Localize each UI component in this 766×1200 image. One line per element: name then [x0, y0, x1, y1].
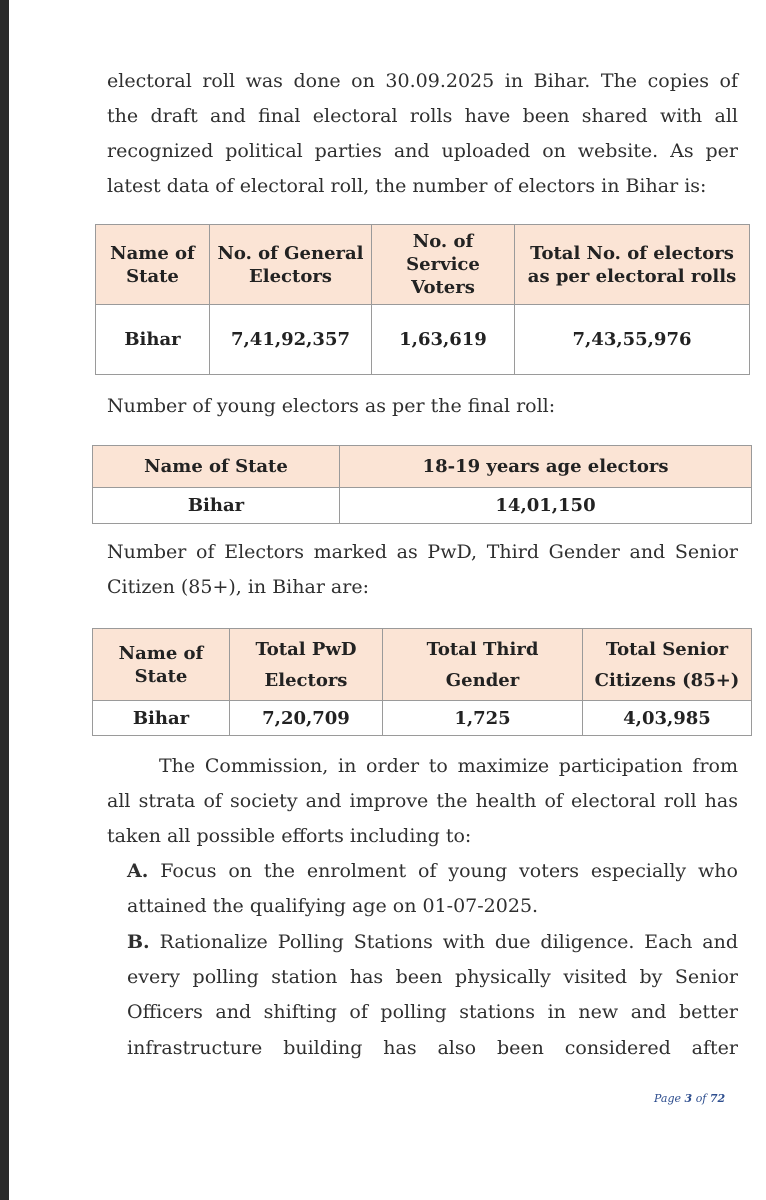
- cell-general-electors: 7,41,92,357: [210, 305, 372, 375]
- header-young-electors: 18-19 years age electors: [340, 446, 752, 488]
- young-electors-table: [92, 445, 752, 524]
- cell-total-electors: 7,43,55,976: [515, 305, 750, 375]
- cell-state: Bihar: [96, 305, 210, 375]
- text-line: electoral roll was done on 30.09.2025 in Bihar. The copies of: [107, 70, 738, 92]
- header-third-gender: Total Third Gender: [383, 629, 583, 701]
- cell-state: Bihar: [93, 488, 340, 524]
- cell-pwd-electors: 7,20,709: [230, 701, 383, 736]
- list-marker: A.: [127, 860, 149, 882]
- text-line: infrastructure building has also been considered after: [127, 1037, 738, 1059]
- text-line: [127, 854, 738, 889]
- text-line: every polling station has been physically visited by Senior: [127, 966, 738, 988]
- young-electors-intro: Number of young electors as per the final roll:: [107, 395, 556, 417]
- cell-senior-citizens: 4,03,985: [583, 701, 752, 736]
- page-label: Page: [654, 1092, 682, 1105]
- header-senior-citizens: Total Senior Citizens (85+): [583, 629, 752, 701]
- cell-state: Bihar: [93, 701, 230, 736]
- header-name-of-state: Name of State: [93, 446, 340, 488]
- table-row: [96, 305, 750, 375]
- text-line: Citizen (85+), in Bihar are:: [107, 576, 369, 598]
- text-line: the draft and final electoral rolls have been shared with all: [107, 105, 738, 127]
- text-line: latest data of electoral roll, the number of electors in Bihar is:: [107, 175, 707, 197]
- page-number: [654, 1092, 725, 1105]
- list-marker: B.: [127, 931, 150, 953]
- text-line: attained the qualifying age on 01-07-2025.: [127, 895, 539, 917]
- pwd-electors-table: [92, 628, 752, 736]
- page-total: 72: [709, 1092, 726, 1105]
- list-text: Focus on the enrolment of young voters especially who: [160, 860, 738, 882]
- table-header-row: [96, 225, 750, 305]
- cell-young-electors: 14,01,150: [340, 488, 752, 524]
- page-edge-shadow: [0, 0, 9, 1200]
- header-general-electors: No. of General Electors: [210, 225, 372, 305]
- cell-third-gender: 1,725: [383, 701, 583, 736]
- header-service-voters: No. of Service Voters: [372, 225, 515, 305]
- list-text: Rationalize Polling Stations with due diligence. Each and: [159, 931, 738, 953]
- header-total-electors: Total No. of electors as per electoral rolls: [515, 225, 750, 305]
- text-line: Number of Electors marked as PwD, Third Gender and Senior: [107, 541, 738, 563]
- table-row: [93, 701, 752, 736]
- cell-service-voters: 1,63,619: [372, 305, 515, 375]
- table-header-row: [93, 629, 752, 701]
- table-row: [93, 488, 752, 524]
- electors-table: [95, 224, 750, 375]
- text-line: Officers and shifting of polling stations in new and better: [127, 1001, 738, 1023]
- text-line: [127, 925, 738, 960]
- header-pwd-electors: Total PwD Electors: [230, 629, 383, 701]
- header-name-of-state: Name of State: [93, 629, 230, 701]
- table-header-row: [93, 446, 752, 488]
- text-line: The Commission, in order to maximize participation from: [159, 755, 738, 777]
- text-line: recognized political parties and uploaded on website. As per: [107, 140, 738, 162]
- of-label: of: [695, 1092, 707, 1105]
- page-current: 3: [684, 1092, 693, 1105]
- header-name-of-state: Name of State: [96, 225, 210, 305]
- text-line: taken all possible efforts including to:: [107, 825, 472, 847]
- text-line: all strata of society and improve the health of electoral roll has: [107, 790, 738, 812]
